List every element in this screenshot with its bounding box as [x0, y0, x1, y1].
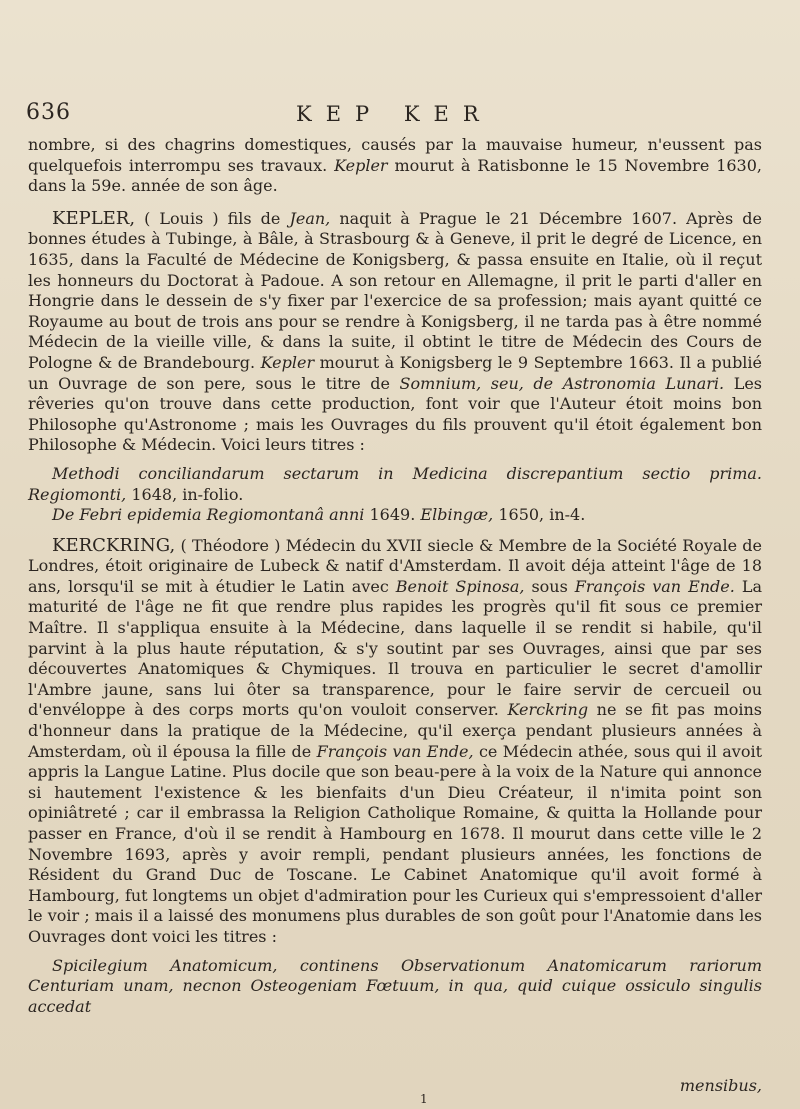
page-number: 636	[26, 100, 71, 125]
work-imprint: 1650, in-4.	[498, 505, 586, 525]
signature-mark: 1	[420, 1092, 428, 1106]
person-name: Kerckring	[507, 700, 589, 720]
running-head: KEP KER	[296, 102, 493, 126]
entry-text: mourut à Konigsberg le 9 Septembre 1663. Il a publié un Ouvrage de son pere, sous le titre de	[28, 352, 763, 393]
works-list-kerckring	[28, 956, 762, 1018]
work-title: De Febri epidemia Regiomontanâ anni	[52, 505, 365, 525]
catchword: mensibus,	[679, 1076, 762, 1095]
continuation-name: Kepler	[334, 155, 388, 175]
work-title-item	[28, 505, 762, 526]
continuation-text-1: nombre, si des chagrins domestiques, causés par la mauvaise humeur, n'eussent pas quelquefois interrompu ses travaux.	[28, 135, 762, 175]
entry-text: Les rêveries qu'on trouve dans cette production, font voir que l'Auteur étoit moins bon Philosophe qu'Astronome ; mais les Ouvrages du fils prouvent qu'il étoit également bon Philosophe & Médecin. Voici leurs titres :	[28, 373, 762, 455]
work-place: Elbingæ,	[420, 505, 494, 525]
work-title-item	[28, 464, 762, 505]
works-list-kepler	[28, 464, 762, 526]
entry-kepler-louis	[28, 209, 762, 456]
entry-text: ne se fit pas moins d'honneur dans la pratique de la Médecine, qu'il exerça pendant plusieurs années à Amsterdam, où il épousa la fille de	[28, 700, 763, 761]
entry-kerckring	[28, 536, 762, 948]
entry-headword: KERCKRING,	[52, 534, 176, 556]
entry-text: ce Médecin athée, sous qui il avoit appris la Langue Latine. Plus docile que son beau-pere à la voix de la Nature qui annonce si hautement l'existence & les bienfaits d'un Dieu Créateur, il n'imita point son opiniâtreté ; car il embrassa la Religion Catholique Romaine, & quitta la Hollande pour passer en France, d'où il se rendit à Hambourg en 1678. Il mourut dans cette ville le 2 Novembre 1693, après y avoir rempli, pendant plusieurs années, les fonctions de Résident du Grand Duc de Toscane. Le Cabinet Anatomique qu'il avoit formé à Hambourg, fut longtems un objet d'admiration pour les Curieux qui s'empressoient d'aller le voir ; mais il a laissé des monumens plus durables de son goût pour l'Anatomie dans les Ouvrages dont voici les titres :	[28, 741, 763, 946]
entry-headword: KEPLER,	[52, 207, 136, 229]
entry-text: sous	[531, 576, 568, 596]
work-title: Spicilegium Anatomicum, continens Observationum Anatomicarum rariorum Centuriam unam, necnon Osteogeniam Fœtuum, in qua, quid cuique ossiculo singulis accedat	[28, 955, 762, 1016]
continuation-text-2: mourut à Ratisbonne le 15 Novembre 1630, dans la 59e. année de son âge.	[28, 155, 762, 196]
work-title-item	[28, 956, 762, 1018]
work-title: Somnium, seu, de Astronomia Lunari.	[399, 373, 725, 393]
work-year: 1649.	[369, 505, 416, 525]
person-name: Jean,	[289, 208, 331, 228]
person-name: François van Ende.	[574, 576, 735, 596]
continuation-paragraph	[28, 135, 762, 197]
page-body	[28, 135, 762, 1027]
work-title: Methodi conciliandarum sectarum in Medicina discrepantium sectio prima. Regiomonti,	[28, 463, 762, 504]
person-name: François van Ende,	[316, 741, 474, 761]
entry-text: naquit à Prague le 21 Décembre 1607. Après de bonnes études à Tubinge, à Bâle, à Strasbourg & à Geneve, il prit le degré de Licence, en 1635, dans la Faculté de Médecine de Konigsberg, & passa ensuite en Italie, où il reçut les honneurs du Doctorat à Padoue. A son retour en Allemagne, il prit le parti d'aller en Hongrie dans le dessein de s'y fixer par l'exercice de sa profession; mais ayant quitté ce Royaume au bout de trois ans pour se rendre à Konigsberg, il ne tarda pas à être nommé Médecin de la vieille ville, & dans la suite, il obtint le titre de Médecin des Cours de Pologne & de Brandebourg.	[28, 208, 762, 372]
entry-text: ( Louis ) fils de	[144, 208, 281, 228]
entry-text: La maturité de l'âge ne fit que rendre plus rapides les progrès qu'il fit sous ce premier Maître. Il s'appliqua ensuite à la Médecine, dans laquelle il se rendit si habile, qu'il parvint à la plus haute réputation, & s'y soutint par ses Ouvrages, ainsi que par ses découvertes Anatomiques & Chymiques. Il trouva en particulier le secret d'amollir l'Ambre jaune, sans lui ôter sa transparence, pour le faire servir de cercueil ou d'envéloppe à des corps morts qu'on vouloit conserver.	[28, 576, 762, 720]
person-name: Kepler	[260, 352, 315, 372]
entry-text: ( Théodore ) Médecin du XVII siecle & Membre de la Société Royale de Londres, étoit originaire de Lubeck & natif d'Amsterdam. Il avoit déja atteint l'âge de 18 ans, lorsqu'il se mit à étudier le Latin avec	[28, 535, 762, 596]
person-name: Benoit Spinosa,	[395, 576, 525, 596]
page-header	[26, 100, 774, 130]
work-imprint: 1648, in-folio.	[131, 484, 244, 504]
